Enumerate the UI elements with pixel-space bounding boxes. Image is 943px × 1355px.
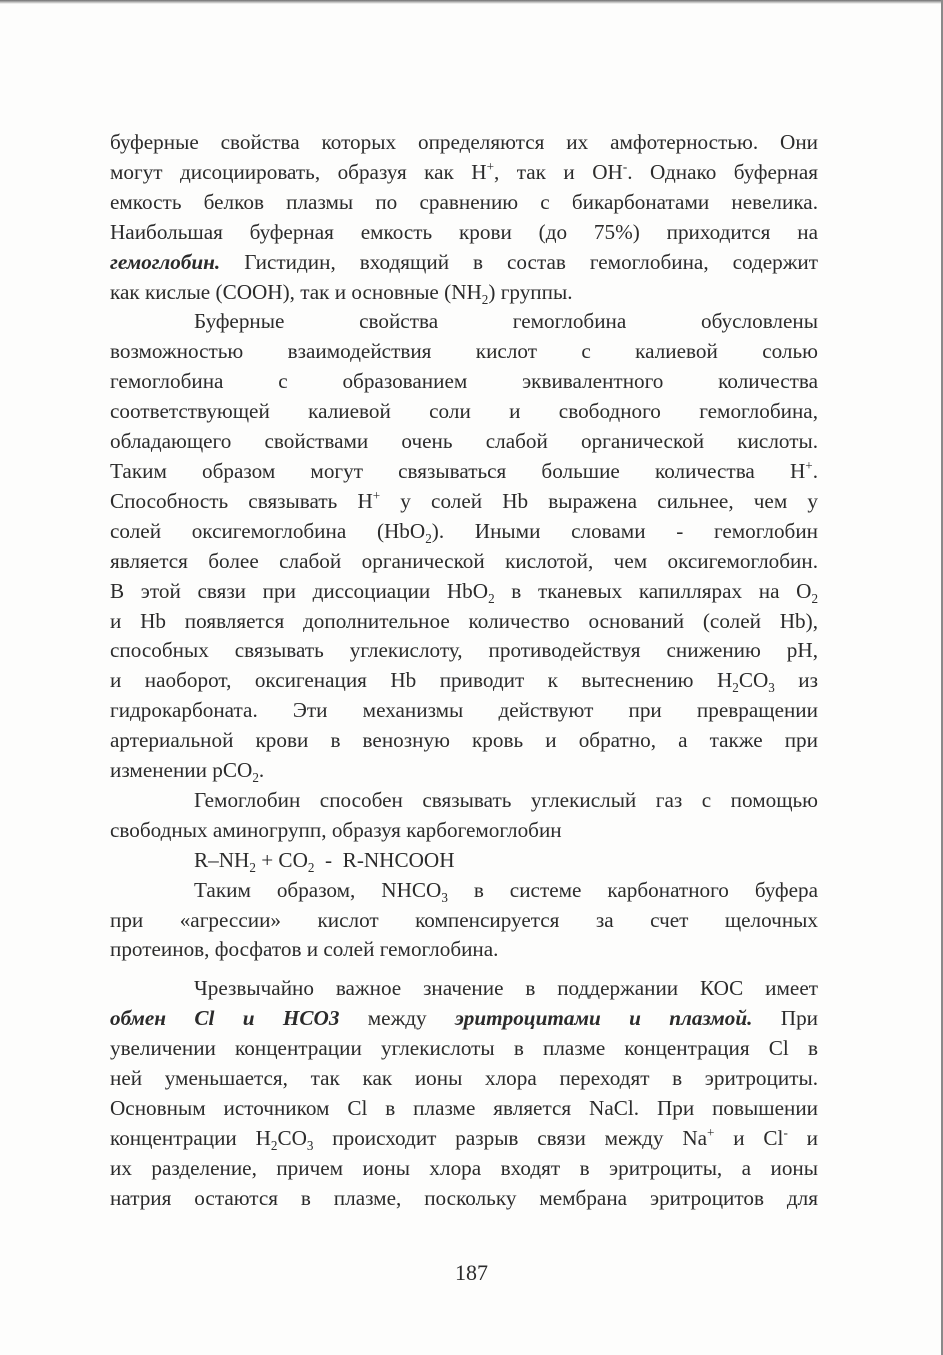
- text-line: обладающего свойствами очень слабой органической кислоты.: [110, 429, 818, 454]
- text-line: Таким образом могут связываться большие количества H+.: [110, 457, 818, 483]
- text-line: возможностью взаимодействия кислот с калиевой солью: [110, 339, 818, 364]
- text-line: обмен Cl и HCO3 между эритроцитами и плазмой. При: [110, 1006, 819, 1031]
- text-line: гидрокарбоната. Эти механизмы действуют при превращении: [110, 698, 818, 723]
- text-line: свободных аминогрупп, образуя карбогемоглобин: [110, 817, 562, 842]
- text-line: концентрации $H_2CO_3$ происходит разрыв связи между Na+ и Cl- и: [110, 1124, 818, 1154]
- text-line: Наибольшая буферная емкость крови (до 75%) приходится на: [110, 219, 818, 244]
- paragraph-gap: [110, 965, 818, 974]
- text-line: как кислые (COOH), так и основные $(NH_2)$ группы.: [110, 279, 573, 307]
- emphasis-erythrocytes: эритроцитами и плазмой.: [454, 1006, 753, 1031]
- chemical-formula: $R-NH_2 + CO_2$ - R-NHCOOH: [194, 847, 455, 875]
- text-line: солей оксигемоглобина (HbO$_2$). Иными словами - гемоглобин: [110, 518, 818, 547]
- body-text: [110, 128, 818, 1214]
- text-line: артериальной крови в венозную кровь и обратно, а также при: [110, 728, 818, 753]
- text-line: Таким образом, $NHCO_3$ в системе карбонатного буфера: [194, 877, 819, 905]
- paragraph-1: [110, 128, 818, 307]
- emphasis-exchange: обмен Cl и HCO3: [110, 1006, 340, 1031]
- text-line: является более слабой органической кислотой, чем оксигемоглобин.: [110, 548, 818, 573]
- text-line: гемоглобина с образованием эквивалентного количества: [110, 369, 818, 394]
- paragraph-5: [110, 974, 818, 1213]
- paragraph-2: [110, 307, 818, 786]
- text-line: могут дисоциировать, образуя как H+, так и OH-. Однако буферная: [110, 158, 819, 184]
- text-line: Буферные свойства гемоглобина обусловлены: [194, 309, 818, 334]
- text-line: при «агрессии» кислот компенсируется за счет щелочных: [110, 907, 818, 932]
- text-line: гемоглобин. Гистидин, входящий в состав гемоглобина, содержит: [110, 249, 818, 274]
- text-line: и наоборот, оксигенация Hb приводит к вытеснению $H_2CO_3$ из: [110, 668, 818, 696]
- text-line: Гемоглобин способен связывать углекислый газ с помощью: [194, 787, 818, 812]
- text-line: их разделение, причем ионы хлора входят в эритроциты, а ионы: [110, 1155, 818, 1180]
- text-line: соответствующей калиевой соли и свободного гемоглобина,: [110, 399, 818, 424]
- text-line: способных связывать углекислоту, противодействуя снижению pH,: [110, 638, 818, 663]
- paragraph-3: [110, 786, 818, 846]
- text-line: и Hb появляется дополнительное количество оснований (солей Hb),: [110, 608, 818, 633]
- text-line: Способность связывать H+ у солей Hb выражена сильнее, чем у: [110, 487, 818, 513]
- text-line: изменении pCO$_2$.: [110, 758, 265, 786]
- text-line: увеличении концентрации углекислоты в плазме концентрация Cl в: [110, 1036, 818, 1061]
- page-number: 187: [455, 1260, 488, 1285]
- page-top-edge: [0, 0, 943, 4]
- text-line: ней уменьшается, так как ионы хлора переходят в эритроциты.: [110, 1066, 818, 1091]
- text-line: Основным источником Cl в плазме является NaCl. При повышении: [110, 1096, 818, 1120]
- text-line: буферные свойства которых определяются их амфотерностью. Они: [110, 130, 818, 154]
- text-line: В этой связи при диссоциации HbO$_2$ в тканевых капиллярах на $O_2$: [110, 578, 818, 606]
- paragraph-4: [110, 876, 818, 966]
- text-line: натрия остаются в плазме, поскольку мембрана эритроцитов для: [110, 1185, 818, 1210]
- text-line: емкость белков плазмы по сравнению с бикарбонатами невелика.: [110, 189, 818, 214]
- text-line: Чрезвычайно важное значение в поддержании КОС имеет: [194, 976, 818, 1001]
- emphasis-hemoglobin: гемоглобин.: [110, 249, 221, 274]
- text-line: протеинов, фосфатов и солей гемоглобина.: [110, 937, 499, 962]
